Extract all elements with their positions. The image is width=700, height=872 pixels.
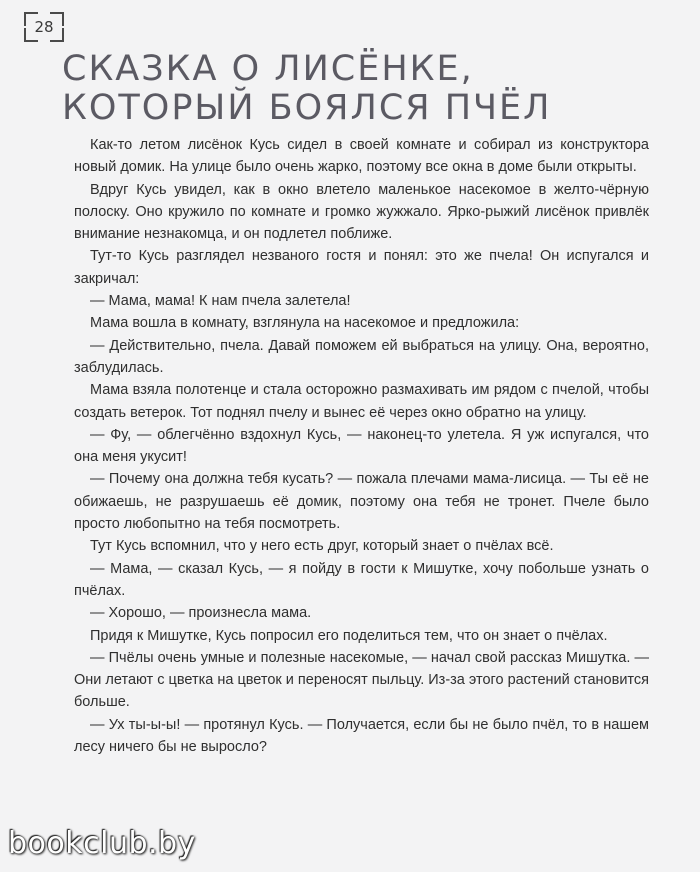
story-paragraph: — Фу, — облегчённо вздохнул Кусь, — наконец-то улетела. Я уж испугался, что она меня укусит! (74, 426, 649, 466)
story-paragraph: — Мама, — сказал Кусь, — я пойду в гости к Мишутке, хочу побольше узнать о пчёлах. (74, 560, 649, 599)
page-number-frame (24, 12, 64, 42)
story-paragraph: — Почему она должна тебя кусать? — пожала плечами мама-лисица. — Ты её не обижаешь, не разрушаешь её домик, поэтому она тебя не тронет. Пчеле было просто любопытно на тебя посмотреть. (74, 471, 649, 533)
story-paragraph: Вдруг Кусь увидел, как в окно влетело маленькое насекомое в желто-чёрную полоску. Оно кружило по комнате и громко жужжало. Ярко-рыжий лисёнок привлёк внимание незнакомца, и он подлетел поближе. (74, 181, 649, 243)
story-paragraph: Мама взяла полотенце и стала осторожно размахивать им рядом с пчелой, чтобы создать ветерок. Тот поднял пчелу и вынес её через окно обратно на улицу. (74, 382, 649, 421)
story-paragraph: — Пчёлы очень умные и полезные насекомые, — начал свой рассказ Мишутка. — Они летают с цветка на цветок и переносят пыльцу. Из-за этого растений становится больше. (74, 649, 649, 711)
story-title-line-2: КОТОРЫЙ БОЯЛСЯ ПЧЁЛ (62, 88, 552, 128)
story-paragraph: Как-то летом лисёнок Кусь сидел в своей комнате и собирал из конструктора новый домик. На улице было очень жарко, поэтому все окна в доме были открыты. (74, 137, 649, 176)
story-title-line-1: СКАЗКА О ЛИСЁНКЕ, (62, 49, 474, 89)
story-title (62, 50, 551, 128)
page-number: 28 (34, 18, 54, 36)
story-paragraph: Мама вошла в комнату, взглянула на насекомое и предложила: (90, 315, 520, 332)
story-paragraph: — Хорошо, — произнесла мама. (90, 605, 312, 622)
story-paragraph: — Ух ты-ы-ы! — протянул Кусь. — Получается, если бы не было пчёл, то в нашем лесу ничего бы не выросло? (74, 716, 649, 756)
story-paragraph: Тут Кусь вспомнил, что у него есть друг, который знает о пчёлах всё. (90, 538, 554, 555)
story-paragraph: Тут-то Кусь разглядел незваного гостя и понял: это же пчела! Он испугался и закричал: (74, 248, 649, 287)
watermark: bookclub.by (8, 826, 196, 861)
story-body (74, 134, 649, 758)
story-paragraph: — Действительно, пчела. Давай поможем ей выбраться на улицу. Она, вероятно, заблудилась. (74, 337, 649, 376)
story-paragraph: — Мама, мама! К нам пчела залетела! (90, 293, 351, 310)
story-paragraph: Придя к Мишутке, Кусь попросил его поделиться тем, что он знает о пчёлах. (90, 627, 608, 644)
